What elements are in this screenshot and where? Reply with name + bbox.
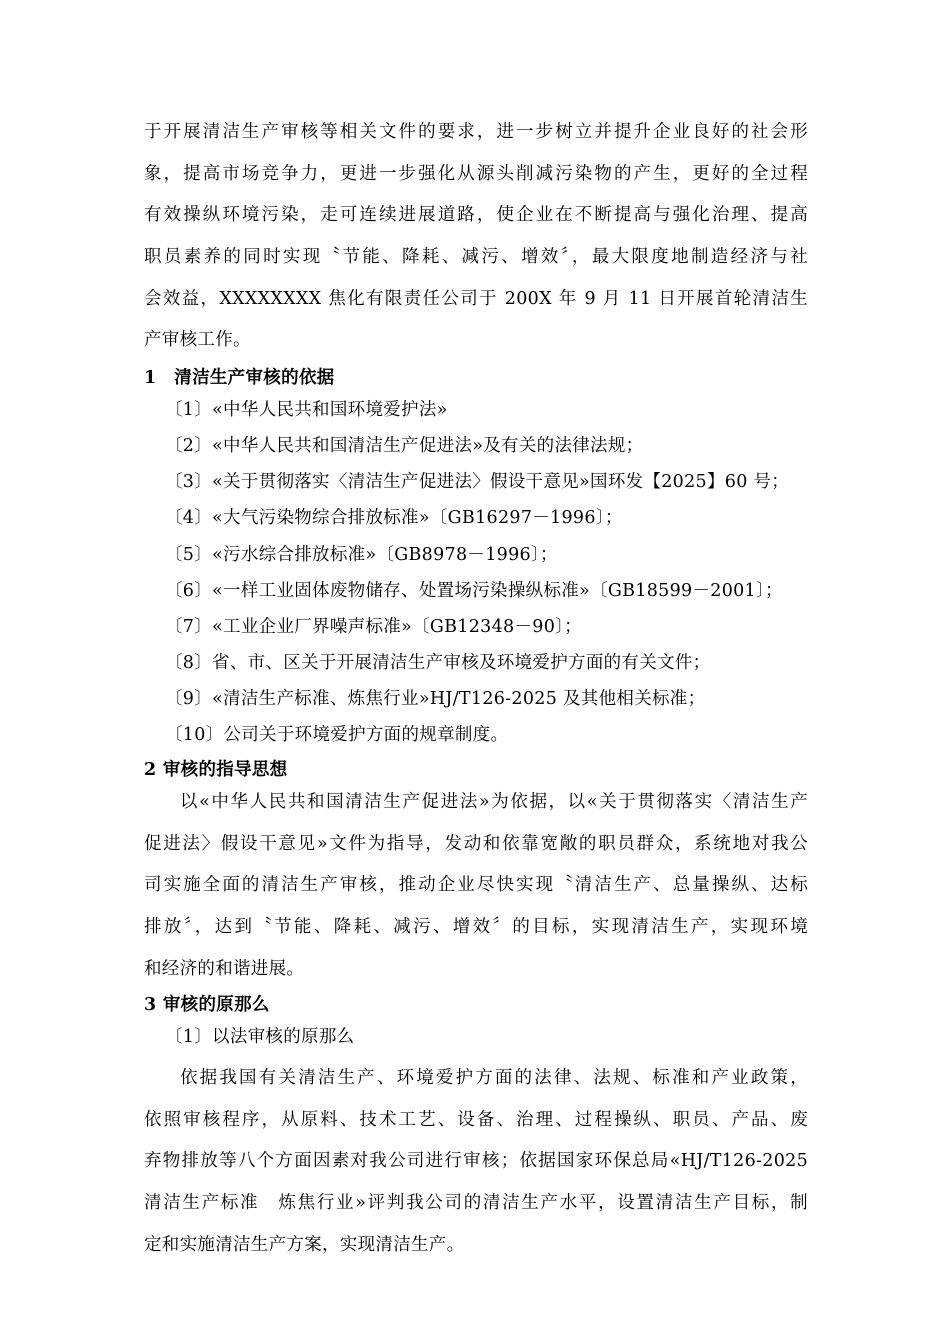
section3-line-2: 依照审核程序，从原料、技术工艺、设备、治理、过程操纵、职员、产品、废 <box>144 1110 808 1130</box>
section2-line-4: 排放〞，达到〝节能、降耗、减污、增效〞的目标，实现清洁生产，实现环境 <box>144 917 808 937</box>
section1-item-7: 〔7〕«工业企业厂界噪声标准»〔GB12348－90〕； <box>165 617 582 637</box>
section1-item-1: 〔1〕«中华人民共和国环境爱护法» <box>165 400 448 420</box>
section1-item-3: 〔3〕«关于贯彻落实〈清洁生产促进法〉假设干意见»国环发【2025】60 号； <box>165 472 790 492</box>
section3-subitem: 〔1〕以法审核的原那么 <box>165 1027 355 1047</box>
intro-line-6: 产审核工作。 <box>144 330 251 350</box>
intro-line-1: 于开展清洁生产审核等相关文件的要求，进一步树立并提升企业良好的社会形 <box>144 122 808 142</box>
section1-item-10: 〔10〕公司关于环境爱护方面的规章制度。 <box>165 725 509 745</box>
section1-item-8: 〔8〕省、市、区关于开展清洁生产审核及环境爱护方面的有关文件； <box>165 653 711 673</box>
section3-line-3: 弃物排放等八个方面因素对我公司进行审核；依据国家环保总局«HJ/T126-2025 <box>144 1151 808 1171</box>
section2-line-1: 以«中华人民共和国清洁生产促进法»为依据，以«关于贯彻落实〈清洁生产 <box>180 792 808 812</box>
section2-line-2: 促进法〉假设干意见»文件为指导，发动和依靠宽敞的职员群众，系统地对我公 <box>144 834 808 854</box>
intro-line-5: 会效益，XXXXXXXX 焦化有限责任公司于 200X 年 9 月 11 日开展首轮清洁生 <box>144 289 808 309</box>
section3-heading: 3 审核的原那么 <box>144 995 270 1015</box>
section2-line-3: 司实施全面的清洁生产审核，推动企业尽快实现〝清洁生产、总量操纵、达标 <box>144 875 808 895</box>
section3-line-4: 清洁生产标准 炼焦行业»评判我公司的清洁生产水平，设置清洁生产目标，制 <box>144 1193 808 1213</box>
intro-line-3: 有效操纵环境污染，走可连续进展道路，使企业在不断提高与强化治理、提高 <box>144 205 808 225</box>
section2-line-5: 和经济的和谐进展。 <box>144 959 305 979</box>
intro-line-2: 象，提高市场竞争力，更进一步强化从源头削减污染物的产生，更好的全过程 <box>144 164 808 184</box>
section1-item-9: 〔9〕«清洁生产标准、炼焦行业»HJ/T126-2025 及其他相关标准； <box>165 689 706 709</box>
section1-item-6: 〔6〕«一样工业固体废物储存、处置场污染操纵标准»〔GB18599－2001〕； <box>165 581 783 601</box>
section1-item-2: 〔2〕«中华人民共和国清洁生产促进法»及有关的法律法规； <box>165 436 644 456</box>
section2-heading: 2 审核的指导思想 <box>144 760 288 780</box>
section1-heading: 1 清洁生产审核的依据 <box>144 368 335 388</box>
section3-line-5: 定和实施清洁生产方案，实现清洁生产。 <box>144 1235 465 1255</box>
intro-line-4: 职员素养的同时实现〝节能、降耗、减污、增效〞，最大限度地制造经济与社 <box>144 247 808 267</box>
section1-item-4: 〔4〕«大气污染物综合排放标准»〔GB16297－1996〕； <box>165 508 623 528</box>
section3-line-1: 依据我国有关清洁生产、环境爱护方面的法律、法规、标准和产业政策， <box>180 1068 808 1088</box>
section1-item-5: 〔5〕«污水综合排放标准»〔GB8978－1996〕； <box>165 545 558 565</box>
